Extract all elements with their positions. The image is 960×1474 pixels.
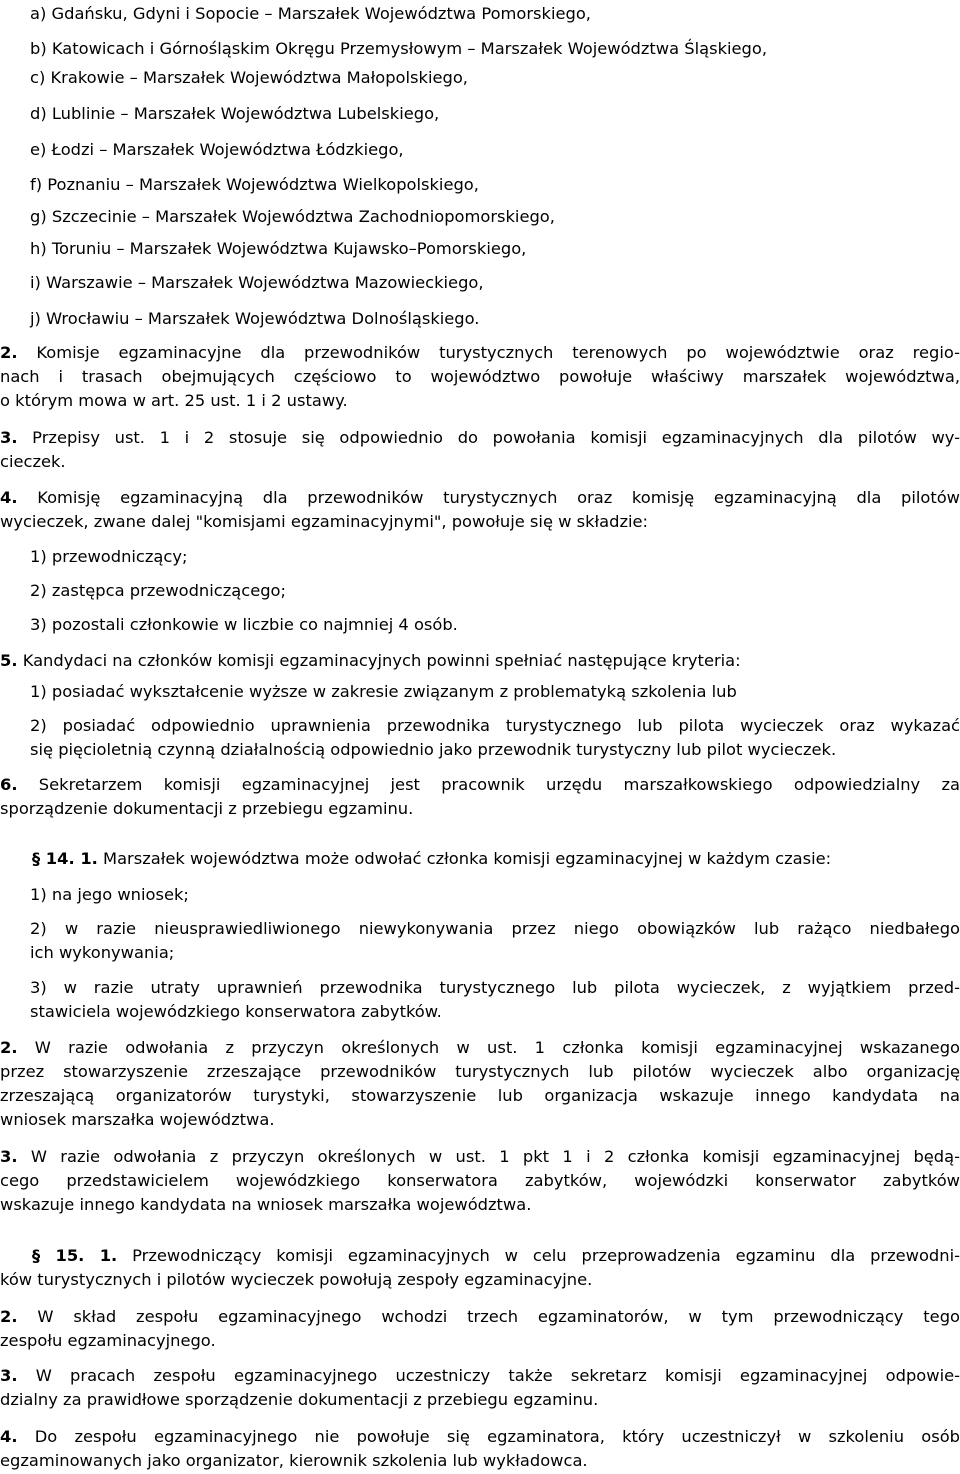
paragraph-number: 5.	[0, 651, 18, 670]
paragraph-text: W razie odwołania z przyczyn określonych w ust. 1 pkt 1 i 2 członka komisji egzaminacyjnej będą-	[17, 1147, 960, 1166]
section-15-paragraph-2-line-1	[0, 1305, 960, 1329]
paragraph-number: 2.	[0, 1307, 18, 1326]
paragraph-4-item-1: 1) przewodniczący;	[30, 547, 188, 566]
paragraph-number: 2.	[0, 1038, 18, 1057]
paragraph-2-line-1	[0, 341, 960, 365]
paragraph-number: 6.	[0, 775, 18, 794]
section-14-item-3-line-2: stawiciela wojewódzkiego konserwatora zabytków.	[30, 1002, 442, 1021]
section-14-item-3-line-1: 3) w razie utraty uprawnień przewodnika turystycznego lub pilota wycieczek, z wyjątkiem przed-	[30, 978, 960, 997]
section-14-heading: § 14. 1.	[32, 849, 98, 868]
paragraph-2-line-2: nach i trasach obejmujących częściowo to województwo powołuje właściwy marszałek województwa,	[0, 367, 960, 386]
paragraph-text: Kandydaci na członków komisji egzaminacyjnych powinni spełniać następujące kryteria:	[17, 651, 741, 670]
paragraph-5-line-1	[0, 649, 960, 673]
list-item-i: i) Warszawie – Marszałek Województwa Mazowieckiego,	[30, 273, 484, 292]
section-14-paragraph-2-line-3: zrzeszającą organizatorów turystyki, stowarzyszenie lub organizacja wskazuje innego kandydata na	[0, 1086, 960, 1105]
section-15-paragraph-3-line-2: dzialny za prawidłowe sporządzenie dokumentacji z przebiegu egzaminu.	[0, 1390, 599, 1409]
section-15-paragraph-4-line-2: egzaminowanych jako organizator, kierownik szkolenia lub wykładowca.	[0, 1451, 588, 1470]
paragraph-text: Przepisy ust. 1 i 2 stosuje się odpowiednio do powołania komisji egzaminacyjnych dla pilotów wy-	[17, 428, 960, 447]
paragraph-text: Sekretarzem komisji egzaminacyjnej jest pracownik urzędu marszałkowskiego odpowiedzialny za	[17, 775, 960, 794]
section-14-paragraph-2-line-1	[0, 1036, 960, 1060]
paragraph-text: W pracach zespołu egzaminacyjnego uczestniczy także sekretarz komisji egzaminacyjnej odpowie-	[17, 1366, 960, 1385]
list-item-j: j) Wrocławiu – Marszałek Województwa Dolnośląskiego.	[30, 309, 480, 328]
paragraph-3-line-1	[0, 426, 960, 450]
list-item-d: d) Lublinie – Marszałek Województwa Lubelskiego,	[30, 104, 440, 123]
paragraph-text: Komisję egzaminacyjną dla przewodników turystycznych oraz komisję egzaminacyjną dla pilotów	[17, 488, 960, 507]
paragraph-2-line-3: o którym mowa w art. 25 ust. 1 i 2 ustawy.	[0, 391, 348, 410]
paragraph-3-line-2: cieczek.	[0, 452, 66, 471]
list-item-e: e) Łodzi – Marszałek Województwa Łódzkiego,	[30, 140, 404, 159]
section-14-item-2-line-2: ich wykonywania;	[30, 943, 175, 962]
section-15-line-1	[32, 1244, 960, 1268]
section-14-paragraph-3-line-3: wskazuje innego kandydata na wniosek marszałka województwa.	[0, 1195, 532, 1214]
paragraph-number: 3.	[0, 1366, 18, 1385]
paragraph-number: 2.	[0, 343, 18, 362]
paragraph-4-line-1	[0, 486, 960, 510]
section-14-item-1: 1) na jego wniosek;	[30, 885, 189, 904]
section-14-paragraph-2-line-4: wniosek marszałka województwa.	[0, 1110, 275, 1129]
paragraph-5-item-2-line-2: się pięcioletnią czynną działalnością odpowiednio jako przewodnik turystyczny lub pilot wycieczek.	[30, 740, 837, 759]
paragraph-text: Komisje egzaminacyjne dla przewodników turystycznych terenowych po województwie oraz regio-	[17, 343, 960, 362]
paragraph-number: 3.	[0, 1147, 18, 1166]
section-14-line-1	[32, 847, 960, 871]
paragraph-number: 3.	[0, 428, 18, 447]
section-14-paragraph-3-line-1	[0, 1145, 960, 1169]
list-item-b: b) Katowicach i Górnośląskim Okręgu Przemysłowym – Marszałek Województwa Śląskiego,	[30, 39, 768, 58]
paragraph-5-item-2-line-1: 2) posiadać odpowiednio uprawnienia przewodnika turystycznego lub pilota wycieczek oraz wykazać	[30, 716, 960, 735]
paragraph-6-line-2: sporządzenie dokumentacji z przebiegu egzaminu.	[0, 799, 414, 818]
list-item-g: g) Szczecinie – Marszałek Województwa Zachodniopomorskiego,	[30, 207, 555, 226]
section-15-paragraph-4-line-1	[0, 1425, 960, 1449]
paragraph-text: Do zespołu egzaminacyjnego nie powołuje się egzaminatora, który uczestniczył w szkoleniu osób	[17, 1427, 960, 1446]
list-item-h: h) Toruniu – Marszałek Województwa Kujawsko–Pomorskiego,	[30, 239, 527, 258]
list-item-c: c) Krakowie – Marszałek Województwa Małopolskiego,	[30, 68, 468, 87]
paragraph-number: 4.	[0, 488, 18, 507]
section-text: Marszałek województwa może odwołać członka komisji egzaminacyjnej w każdym czasie:	[97, 849, 832, 868]
section-14-paragraph-3-line-2: cego przedstawicielem wojewódzkiego konserwatora zabytków, wojewódzki konserwator zabytków	[0, 1171, 960, 1190]
paragraph-text: W razie odwołania z przyczyn określonych w ust. 1 członka komisji egzaminacyjnej wskazanego	[17, 1038, 960, 1057]
paragraph-4-line-2: wycieczek, zwane dalej "komisjami egzaminacyjnymi", powołuje się w składzie:	[0, 512, 649, 531]
paragraph-5-item-1: 1) posiadać wykształcenie wyższe w zakresie związanym z problematyką szkolenia lub	[30, 682, 737, 701]
section-14-paragraph-2-line-2: przez stowarzyszenie zrzeszające przewodników turystycznych lub pilotów wycieczek albo organizację	[0, 1062, 960, 1081]
paragraph-text: W skład zespołu egzaminacyjnego wchodzi trzech egzaminatorów, w tym przewodniczący tego	[17, 1307, 960, 1326]
section-15-heading: § 15. 1.	[32, 1246, 118, 1265]
section-15-paragraph-3-line-1	[0, 1364, 960, 1388]
section-text: Przewodniczący komisji egzaminacyjnych w celu przeprowadzenia egzaminu dla przewodni-	[117, 1246, 960, 1265]
section-14-item-2-line-1: 2) w razie nieusprawiedliwionego niewykonywania przez niego obowiązków lub rażąco niedbałego	[30, 919, 960, 938]
paragraph-4-item-3: 3) pozostali członkowie w liczbie co najmniej 4 osób.	[30, 615, 458, 634]
paragraph-6-line-1	[0, 773, 960, 797]
section-15-line-2: ków turystycznych i pilotów wycieczek powołują zespoły egzaminacyjne.	[0, 1270, 593, 1289]
section-15-paragraph-2-line-2: zespołu egzaminacyjnego.	[0, 1331, 216, 1350]
list-item-a: a) Gdańsku, Gdyni i Sopocie – Marszałek Województwa Pomorskiego,	[30, 4, 591, 23]
paragraph-number: 4.	[0, 1427, 18, 1446]
paragraph-4-item-2: 2) zastępca przewodniczącego;	[30, 581, 287, 600]
list-item-f: f) Poznaniu – Marszałek Województwa Wielkopolskiego,	[30, 175, 479, 194]
